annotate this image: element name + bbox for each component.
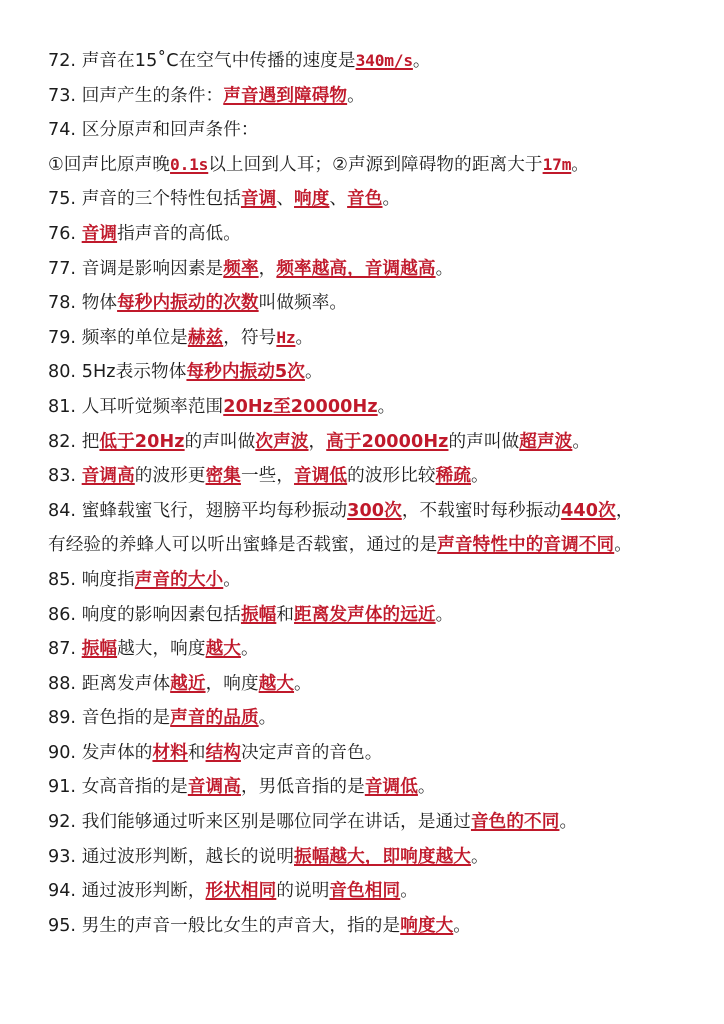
note-number: 83. xyxy=(48,466,76,487)
note-text: 回声产生的条件： xyxy=(81,85,224,106)
note-text: 决定声音的音色。 xyxy=(240,742,383,763)
note-line xyxy=(48,286,696,321)
note-line xyxy=(48,113,696,148)
note-line xyxy=(48,459,696,494)
note-line xyxy=(48,736,696,771)
note-text: 。 xyxy=(435,258,454,279)
note-text: 物体 xyxy=(81,293,118,314)
note-number: 95. xyxy=(48,915,76,936)
highlighted-answer: 17m xyxy=(542,154,572,174)
highlighted-answer: 音色 xyxy=(347,189,383,210)
note-number: 90. xyxy=(48,742,76,763)
note-text: 和 xyxy=(187,742,206,763)
highlighted-answer: 440次 xyxy=(561,500,616,521)
highlighted-answer: 音调低 xyxy=(294,466,348,487)
note-number: 84. xyxy=(48,500,76,521)
note-line xyxy=(48,425,696,460)
note-line xyxy=(48,79,696,114)
highlighted-answer: 越大 xyxy=(258,673,295,694)
note-text: 蜜蜂载蜜飞行，翅膀平均每秒振动 xyxy=(81,500,348,521)
note-text: ，符号 xyxy=(223,327,277,348)
note-text: 、 xyxy=(276,189,295,210)
highlighted-answer: 频率 xyxy=(223,258,259,279)
note-text: 把 xyxy=(81,431,100,452)
highlighted-answer: 0.1s xyxy=(170,154,209,174)
highlighted-answer: 高于20000Hz xyxy=(326,431,449,452)
highlighted-answer: 340m/s xyxy=(355,51,413,70)
note-number: 75. xyxy=(48,189,76,210)
note-line xyxy=(48,528,696,563)
note-line xyxy=(48,355,696,390)
note-line xyxy=(48,840,696,875)
note-number: 80. xyxy=(48,362,76,383)
note-number: 89. xyxy=(48,708,76,729)
note-text: 区分原声和回声条件： xyxy=(81,120,259,141)
note-text: 。 xyxy=(258,708,277,729)
highlighted-answer: 音色的不同 xyxy=(470,812,560,833)
note-text: ，不载蜜时每秒振动 xyxy=(401,500,562,521)
note-text: 音调是影响因素是 xyxy=(81,258,224,279)
note-line xyxy=(48,805,696,840)
note-text: 响度指 xyxy=(81,569,135,590)
note-text: 我们能够通过听来区别是哪位同学在讲话，是通过 xyxy=(81,812,471,833)
highlighted-answer: 声音特性中的音调不同 xyxy=(437,535,615,556)
note-text: 通过波形判断，越长的说明 xyxy=(81,846,295,867)
note-line xyxy=(48,321,696,356)
note-number: 86. xyxy=(48,604,76,625)
note-line xyxy=(48,252,696,287)
highlighted-answer: 材料 xyxy=(152,742,188,763)
note-text: 人耳听觉频率范围 xyxy=(81,396,224,417)
highlighted-answer: 形状相同 xyxy=(205,881,277,902)
note-text: 响度的影响因素包括 xyxy=(81,604,241,625)
note-number: 92. xyxy=(48,812,76,833)
note-line xyxy=(48,667,696,702)
note-text: 。 xyxy=(417,777,436,798)
note-text: 。 xyxy=(240,639,259,660)
note-number: 93. xyxy=(48,846,76,867)
highlighted-answer: 音色相同 xyxy=(329,881,401,902)
note-text: 。 xyxy=(294,673,312,694)
note-text: 发声体的 xyxy=(81,742,153,763)
note-text: 、 xyxy=(329,189,348,210)
note-number: 87. xyxy=(48,639,76,660)
highlighted-answer: 超声波 xyxy=(519,431,573,452)
note-text: ， xyxy=(308,431,327,452)
note-text: 的声叫做 xyxy=(448,431,520,452)
note-text: 音色指的是 xyxy=(81,708,171,729)
note-text: 。 xyxy=(614,535,632,556)
note-text: 越大，响度 xyxy=(117,639,206,660)
note-number: 94. xyxy=(48,881,76,902)
note-text: 通过波形判断， xyxy=(81,881,206,902)
note-text: 。 xyxy=(435,604,454,625)
note-text: 。 xyxy=(471,466,489,487)
note-text: 。 xyxy=(347,85,365,106)
highlighted-answer: Hz xyxy=(276,327,296,347)
note-number: 78. xyxy=(48,293,76,314)
note-text: 频率的单位是 xyxy=(81,327,188,348)
highlighted-answer: 响度 xyxy=(294,189,330,210)
note-line xyxy=(48,598,696,633)
note-text: 。 xyxy=(559,812,578,833)
note-text: ①回声比原声晚 xyxy=(48,154,171,175)
highlighted-answer: 音调 xyxy=(240,189,277,210)
note-text: ˚C xyxy=(157,51,179,71)
highlighted-answer: 越近 xyxy=(170,673,206,694)
note-number: 79. xyxy=(48,327,76,348)
highlighted-answer: 赫兹 xyxy=(187,327,224,348)
note-text: 以上回到人耳；②声源到障碍物的距离大于 xyxy=(208,154,543,175)
note-line xyxy=(48,494,696,529)
note-line xyxy=(48,770,696,805)
notes-list xyxy=(48,44,696,943)
note-text: ，响度 xyxy=(205,673,259,694)
note-number: 73. xyxy=(48,85,76,106)
note-number: 82. xyxy=(48,431,76,452)
highlighted-answer: 300次 xyxy=(347,500,402,521)
note-line xyxy=(48,632,696,667)
note-text: 。 xyxy=(377,396,396,417)
note-text: 。 xyxy=(470,846,489,867)
note-text: 5Hz xyxy=(81,362,116,383)
note-line xyxy=(48,909,696,944)
note-line xyxy=(48,148,696,183)
highlighted-answer: 声音的大小 xyxy=(134,569,224,590)
highlighted-answer: 音调 xyxy=(81,223,118,244)
note-text: 女高音指的是 xyxy=(81,777,188,798)
note-text: 。 xyxy=(223,569,241,590)
note-text: 。 xyxy=(412,51,431,71)
note-text: 声音在15 xyxy=(81,51,158,71)
note-text: 。 xyxy=(571,154,589,175)
note-text: 叫做频率。 xyxy=(258,293,348,314)
note-line xyxy=(48,182,696,217)
highlighted-answer: 音调高 xyxy=(187,777,241,798)
highlighted-answer: 音调高 xyxy=(81,466,135,487)
highlighted-answer: 声音的品质 xyxy=(170,708,259,729)
note-text: ， xyxy=(258,258,277,279)
note-text: 。 xyxy=(400,881,418,902)
note-text: 指声音的高低。 xyxy=(117,223,241,244)
note-number: 72. xyxy=(48,51,76,71)
note-text: 表示物体 xyxy=(115,362,187,383)
highlighted-answer: 音调低 xyxy=(364,777,418,798)
highlighted-answer: 次声波 xyxy=(255,431,309,452)
highlighted-answer: 距离发声体的远近 xyxy=(294,604,436,625)
highlighted-answer: 结构 xyxy=(205,742,241,763)
note-text: 。 xyxy=(382,189,401,210)
note-number: 76. xyxy=(48,223,76,244)
highlighted-answer: 振幅越大，即响度越大 xyxy=(294,846,471,867)
note-text: 。 xyxy=(453,915,471,936)
highlighted-answer: 每秒内振动5次 xyxy=(186,362,305,383)
note-line xyxy=(48,701,696,736)
note-text: 的波形更 xyxy=(134,466,206,487)
highlighted-answer: 每秒内振动的次数 xyxy=(117,293,259,314)
note-line xyxy=(48,44,696,79)
note-line xyxy=(48,874,696,909)
highlighted-answer: 低于20Hz xyxy=(99,431,185,452)
note-text: 的说明 xyxy=(276,881,330,902)
note-number: 77. xyxy=(48,258,76,279)
note-line xyxy=(48,563,696,598)
note-number: 74. xyxy=(48,120,76,141)
note-text: 的波形比较 xyxy=(347,466,436,487)
note-number: 88. xyxy=(48,673,76,694)
note-text: ，男低音指的是 xyxy=(240,777,365,798)
note-number: 91. xyxy=(48,777,76,798)
note-text: 在空气中传播的速度是 xyxy=(178,51,356,71)
note-text: 。 xyxy=(572,431,591,452)
note-text: 和 xyxy=(276,604,295,625)
note-line xyxy=(48,390,696,425)
highlighted-answer: 频率越高，音调越高 xyxy=(276,258,436,279)
note-text: 距离发声体 xyxy=(81,673,171,694)
highlighted-answer: 稀疏 xyxy=(435,466,472,487)
note-text: 男生的声音一般比女生的声音大，指的是 xyxy=(81,915,401,936)
note-number: 85. xyxy=(48,569,76,590)
note-text: 。 xyxy=(295,327,314,348)
highlighted-answer: 声音遇到障碍物 xyxy=(223,85,348,106)
note-text: 有经验的养蜂人可以听出蜜蜂是否载蜜，通过的是 xyxy=(48,535,438,556)
note-text: 的声叫做 xyxy=(184,431,256,452)
highlighted-answer: 响度大 xyxy=(400,915,454,936)
note-text: 一些， xyxy=(240,466,295,487)
highlighted-answer: 振幅 xyxy=(81,639,118,660)
note-text: ， xyxy=(615,500,634,521)
note-text: 。 xyxy=(304,362,323,383)
note-number: 81. xyxy=(48,396,76,417)
highlighted-answer: 20Hz至20000Hz xyxy=(223,396,378,417)
note-text: 声音的三个特性包括 xyxy=(81,189,241,210)
highlighted-answer: 越大 xyxy=(205,639,241,660)
note-line xyxy=(48,217,696,252)
highlighted-answer: 振幅 xyxy=(240,604,277,625)
highlighted-answer: 密集 xyxy=(205,466,241,487)
